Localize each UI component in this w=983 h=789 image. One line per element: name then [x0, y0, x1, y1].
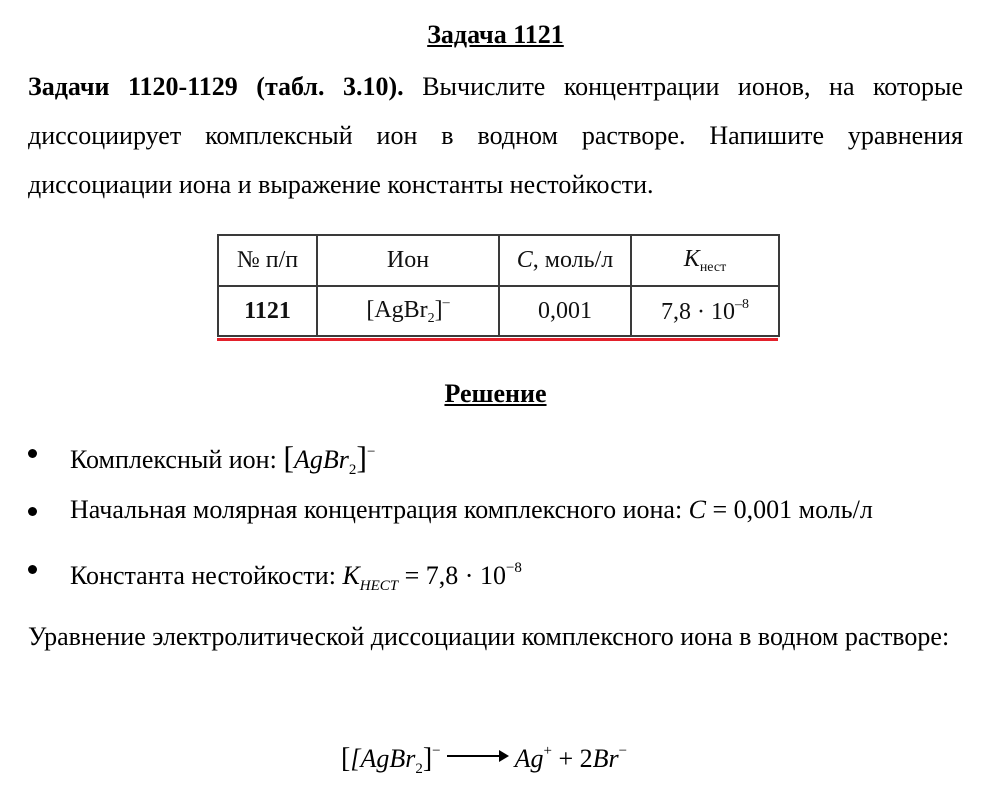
task-text: Вычислите концентрации ионов, на которые диссоциирует комплексный ион в водном растворе. Напишите уравнения диссоциации иона и выражение константы нестойкости. — [28, 72, 963, 199]
header-concentration: C, моль/л — [499, 235, 631, 286]
data-table — [217, 234, 780, 337]
list-item: Комплексный ион: [AgBr$_2$]− — [28, 430, 963, 488]
concentration-formula: C = 0,001 моль/л — [688, 495, 873, 524]
solution-heading: Решение — [444, 379, 547, 408]
k-nest-formula: $K_{НЕСТ} = 7,8 \cdot 10^{-8}$ — [342, 560, 522, 594]
table-underline — [217, 338, 778, 341]
task-statement — [28, 62, 963, 209]
cell-ion: [AgBr$_2$]– — [317, 286, 499, 336]
list-item: Начальная молярная концентрация комплексного иона: C = 0,001 моль/л — [28, 488, 963, 546]
task-bold-prefix: Задачи 1120-1129 (табл. 3.10). — [28, 72, 404, 101]
cell-k-nest: $7,8 \cdot 10^{-8}$ — [631, 286, 779, 336]
complex-ion-formula: [AgBr$_2$]− — [283, 439, 376, 478]
header-k-nest: $K_{нест}$ — [631, 235, 779, 286]
given-list — [28, 430, 963, 604]
cell-concentration: 0,001 — [499, 286, 631, 336]
table-header-row — [218, 235, 779, 286]
dissociation-equation: [[AgBr$_2$]− Ag+ + 2Br− — [341, 743, 628, 777]
table-row — [218, 286, 779, 336]
cell-num: 1121 — [218, 286, 317, 336]
bullet-icon — [28, 565, 37, 574]
header-ion: Ион — [317, 235, 499, 286]
list-item: Константа нестойкости: $K_{НЕСТ} = 7,8 \cdot 10^{-8}$ — [28, 546, 963, 604]
page-title: Задача 1121 — [427, 20, 564, 49]
bullet-icon — [28, 507, 37, 516]
header-num: № п/п — [218, 235, 317, 286]
dissociation-paragraph: Уравнение электролитической диссоциации комплексного иона в водном растворе: — [28, 622, 950, 651]
bullet-icon — [28, 449, 37, 458]
